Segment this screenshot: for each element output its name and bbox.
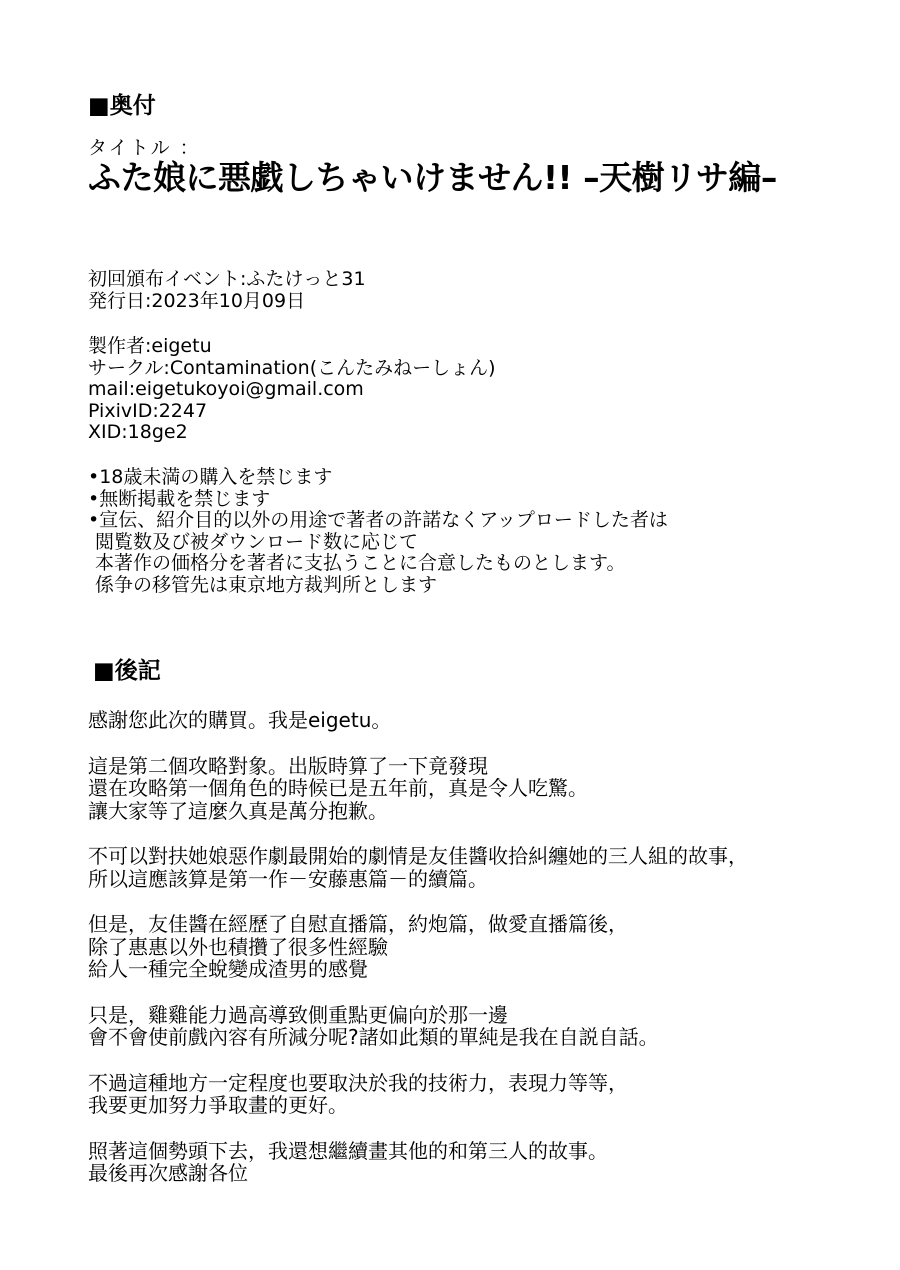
rule-item: •無断掲載を禁じます xyxy=(88,487,271,510)
mail-line: mail:eigetukoyoi@gmail.com xyxy=(88,378,364,400)
author-info xyxy=(88,336,496,444)
afterword-line: 這是第二個攻略對象。出版時算了一下竟發現 xyxy=(88,753,488,778)
afterword-line: 讓大家等了這麼久真是萬分抱歉。 xyxy=(88,798,388,823)
afterword-line: 所以這應該算是第一作－安藤惠篇－的續篇。 xyxy=(88,866,488,891)
afterword-paragraph xyxy=(88,913,748,981)
afterword-line: 還在攻略第一個角色的時候已是五年前，真是令人吃驚。 xyxy=(88,776,588,800)
pixiv-line: PixivID:2247 xyxy=(88,399,208,422)
afterword-paragraph xyxy=(88,845,748,890)
afterword-line: 會不會使前戲內容有所減分呢?諸如此類的單純是我在自説自話。 xyxy=(88,1025,659,1049)
title-label: タイトル ： xyxy=(88,137,201,159)
afterword-line: 不過這種地方一定程度也要取決於我的技術力，表現力等等， xyxy=(88,1070,628,1095)
author-line: 製作者:eigetu xyxy=(88,335,212,357)
afterword-paragraph xyxy=(88,755,748,823)
colophon-heading: ■奥付 xyxy=(88,93,156,119)
afterword-line: 照著這個勢頭下去，我還想繼續畫其他的和第三人的故事。 xyxy=(88,1138,608,1163)
afterword-line: 最後再次感謝各位 xyxy=(88,1161,248,1185)
release-date-line: 発行日:2023年10月09日 xyxy=(88,289,306,312)
afterword-paragraph xyxy=(88,709,748,732)
afterword-line: 我要更加努力爭取畫的更好。 xyxy=(88,1093,348,1117)
rules-list xyxy=(88,467,668,596)
rule-item: •18歳未満の購入を禁じます xyxy=(88,466,333,488)
release-info xyxy=(88,269,366,312)
afterword-line: 給人一種完全蛻變成渣男的感覺 xyxy=(88,957,368,981)
afterword-line: 不可以對扶她娘惡作劇最開始的劇情是友佳醬收拾糾纏她的三人組的故事， xyxy=(88,844,748,868)
afterword-line: 感謝您此次的購買。我是eigetu。 xyxy=(88,708,392,732)
x-line: XID:18ge2 xyxy=(88,421,188,443)
afterword-paragraph xyxy=(88,1072,748,1117)
afterword-paragraph xyxy=(88,1004,748,1049)
rule-item-continuation: 閲覧数及び被ダウンロード数に応じて xyxy=(95,530,419,553)
book-title: ふた娘に悪戯しちゃいけません!! –天樹リサ編– xyxy=(88,158,777,197)
afterword-paragraph xyxy=(88,1140,748,1185)
afterword-line: 只是，雞雞能力過高導致側重點更偏向於那一邊 xyxy=(88,1002,508,1027)
circle-line: サークル:Contamination(こんたみねーしょん) xyxy=(88,356,496,379)
event-line: 初回頒布イベント:ふたけっと31 xyxy=(88,268,366,290)
rule-item-continuation: 係争の移管先は東京地方裁判所とします xyxy=(95,573,438,596)
afterword-body xyxy=(88,709,748,1185)
rule-item-continuation: 本著作の価格分を著者に支払うことに合意したものとします。 xyxy=(95,552,626,574)
afterword-heading: ■後記 xyxy=(93,658,161,684)
afterword-line: 但是，友佳醬在經歷了自慰直播篇，約炮篇，做愛直播篇後， xyxy=(88,912,628,936)
rule-item: •宣伝、紹介目的以外の用途で著者の許諾なくアップロードした者は xyxy=(88,509,668,531)
afterword-line: 除了惠惠以外也積攢了很多性經驗 xyxy=(88,934,388,959)
